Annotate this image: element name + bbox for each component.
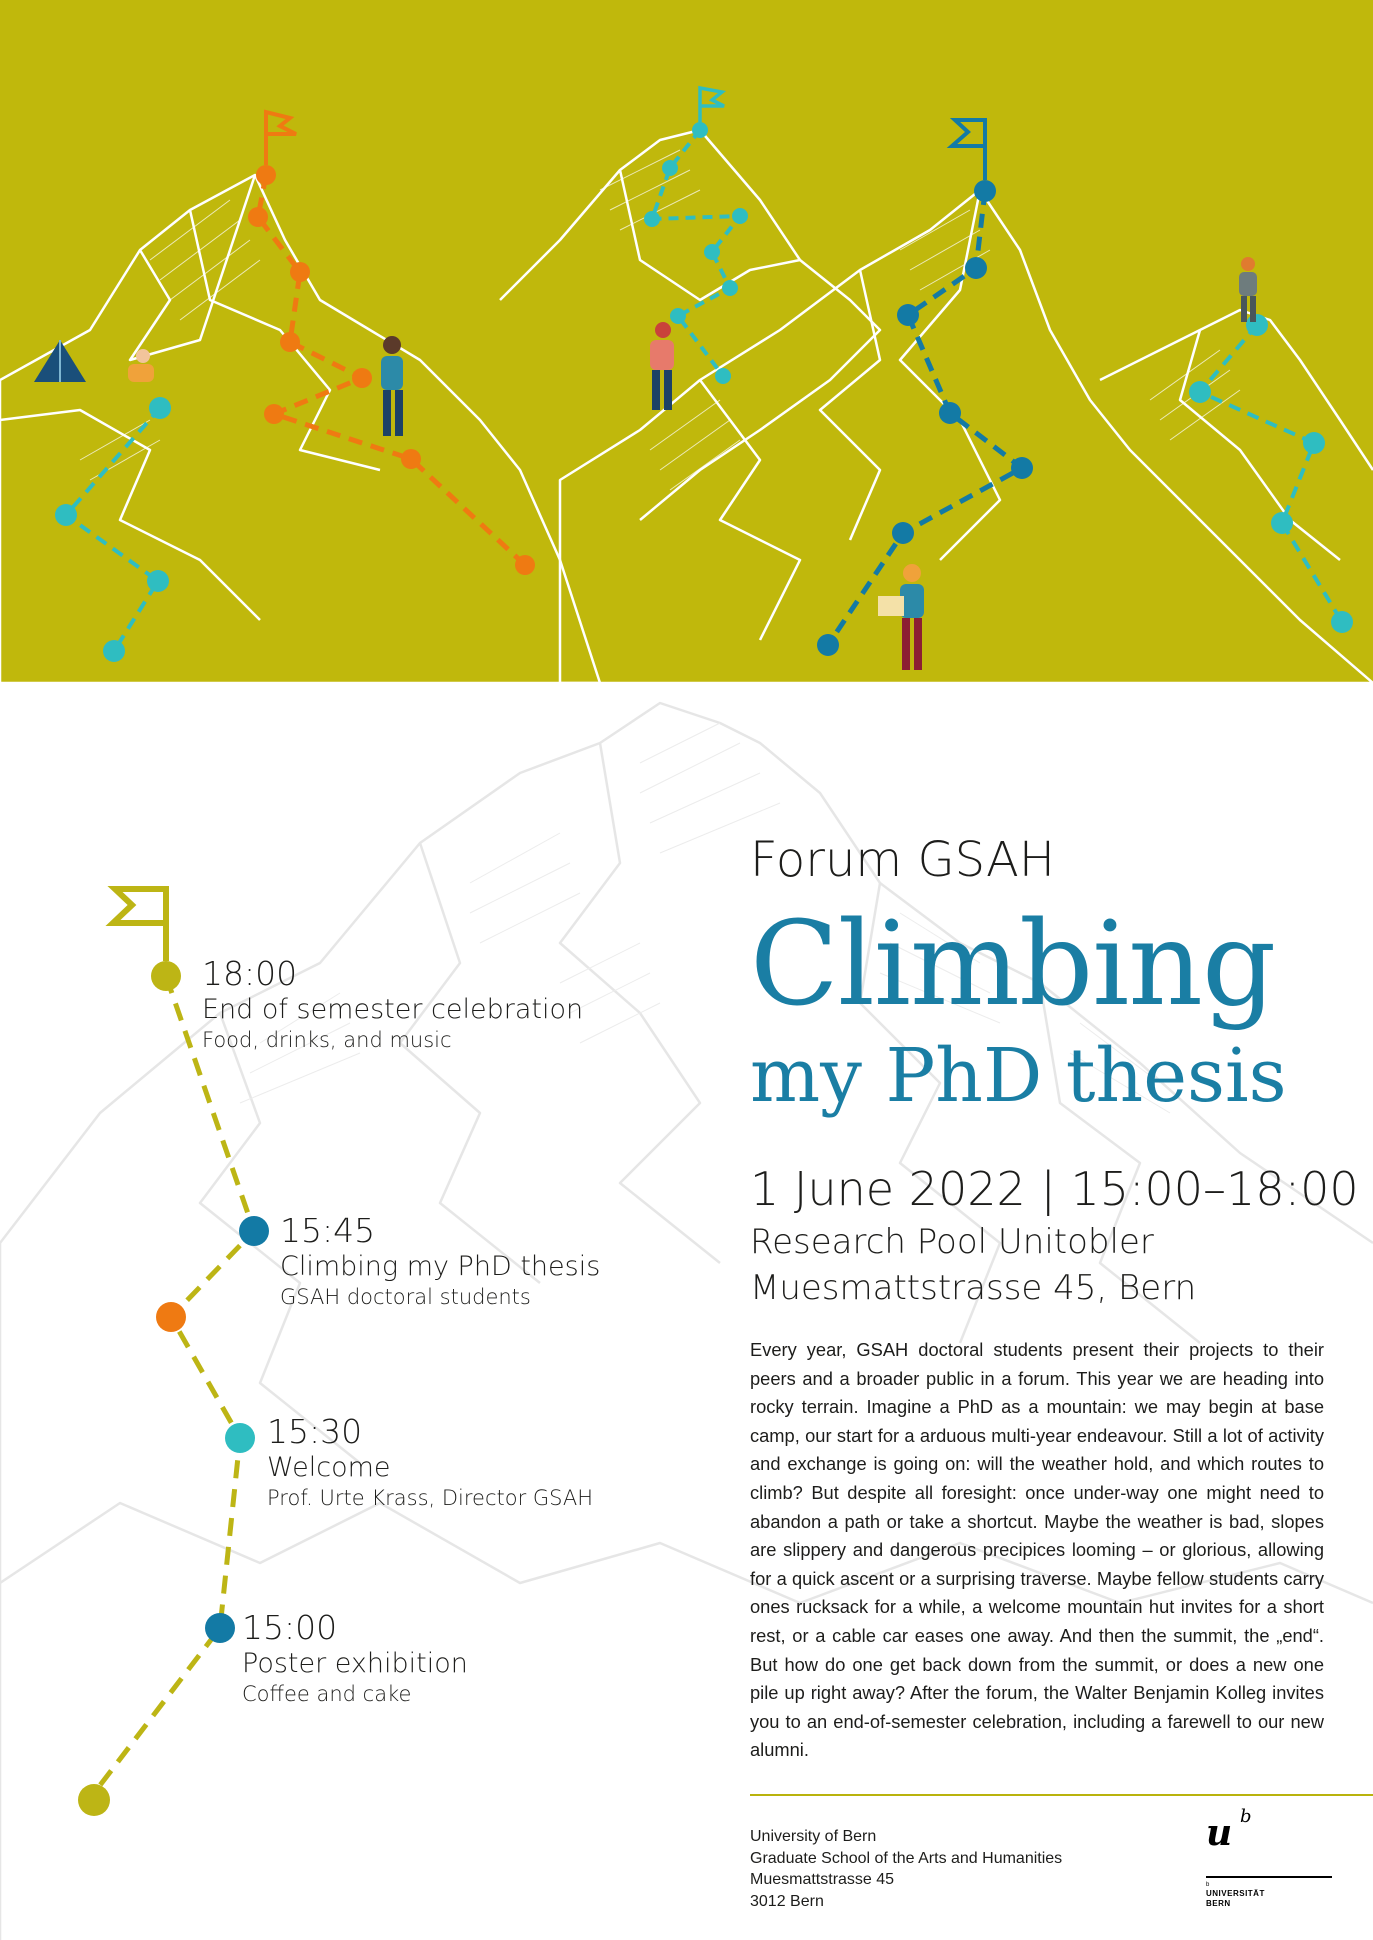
timeline-marker-base — [78, 1784, 110, 1816]
schedule-time: 15:00 — [242, 1608, 338, 1647]
schedule-title: Climbing my PhD thesis — [280, 1251, 601, 1282]
event-series: Forum GSAH — [750, 832, 1055, 888]
schedule-title: Poster exhibition — [242, 1648, 468, 1679]
footer-address-line: University of Bern — [750, 1828, 877, 1845]
turquoise-route — [644, 88, 748, 384]
blue-summit-flag-icon — [952, 120, 985, 180]
venue-address: Muesmattstrasse 45, Bern — [750, 1268, 1197, 1308]
schedule-time: 15:30 — [267, 1412, 363, 1451]
timeline-marker-orange — [156, 1302, 186, 1332]
footer-address-line: Muesmattstrasse 45 — [750, 1871, 895, 1888]
orange-summit-flag-icon — [266, 112, 296, 165]
schedule-item-1545 — [280, 1212, 600, 1311]
schedule-item-1500 — [242, 1609, 468, 1708]
logo-small-b: b — [1206, 1882, 1210, 1888]
event-title-line2: my PhD thesis — [750, 1033, 1287, 1119]
tent-icon — [34, 340, 86, 382]
schedule-timeline — [0, 683, 700, 1940]
event-description: Every year, GSAH doctoral students present their projects to their peers and a broader public in a forum. This year we are heading into rocky terrain. Imagine a PhD as a mountain: we may begin at base camp, our start for a arduous multi-year endeavour. Still a lot of activity and exchange is going on: will the weather hold, and which routes to climb? But despite all foresight: once under-way one might need to abandon a path or take a shortcut. Maybe the weather is bad, slopes are slippery and dangerous precipices looming – or glorious, allowing for a quick ascent or a surprising traverse. Maybe fellow students carry ones rucksack for a while, a welcome mountain hut invites for a short rest, or a cable car eases one away. And then the summit, the „end“. But how do one get back down from the summit, or does a new one pile up right away? After the forum, the Walter Benjamin Kolleg invites you to an end-of-semester celebration, including a farewell to our new alumni. — [750, 1339, 1324, 1761]
footer-divider — [750, 1794, 1373, 1796]
schedule-subtitle: GSAH doctoral students — [280, 1285, 531, 1309]
summit-flag-icon — [113, 889, 166, 961]
schedule-item-1800 — [202, 955, 583, 1054]
logo-line2: BERN — [1206, 1899, 1231, 1908]
footer-address-line: Graduate School of the Arts and Humanities — [750, 1849, 1063, 1867]
timeline-marker-1800 — [151, 961, 181, 991]
schedule-title: End of semester celebration — [202, 994, 584, 1025]
timeline-marker-1530 — [225, 1423, 255, 1453]
schedule-time: 18:00 — [202, 954, 298, 993]
schedule-item-1530 — [267, 1413, 593, 1512]
schedule-subtitle: Food, drinks, and music — [202, 1028, 452, 1052]
blue-route — [817, 120, 1033, 656]
turquoise-summit-flag-icon — [700, 88, 724, 122]
logo-superscript: b — [1240, 1806, 1252, 1827]
header-illustration — [0, 0, 1373, 683]
event-title-line1: Climbing — [750, 897, 1276, 1032]
university-logo — [1200, 1806, 1340, 1920]
schedule-subtitle: Prof. Urte Krass, Director GSAH — [267, 1486, 594, 1510]
logo-line1: UNIVERSITÄT — [1206, 1889, 1265, 1898]
schedule-time: 15:45 — [280, 1211, 376, 1250]
event-date-time: 1 June 2022 | 15:00–18:00 — [750, 1162, 1359, 1216]
timeline-marker-1545 — [239, 1216, 269, 1246]
logo-wordmark — [1206, 1882, 1265, 1909]
timeline-marker-1500 — [205, 1613, 235, 1643]
venue-name: Research Pool Unitobler — [750, 1222, 1154, 1262]
footer-address — [750, 1826, 1062, 1912]
schedule-title: Welcome — [267, 1452, 391, 1483]
logo-mark: u — [1206, 1812, 1233, 1854]
mountain-range-illustration — [0, 0, 1373, 683]
footer-address-line: 3012 Bern — [750, 1892, 824, 1910]
schedule-subtitle: Coffee and cake — [242, 1682, 412, 1706]
hiker-icon — [128, 257, 1257, 670]
logo-rule — [1206, 1876, 1332, 1878]
